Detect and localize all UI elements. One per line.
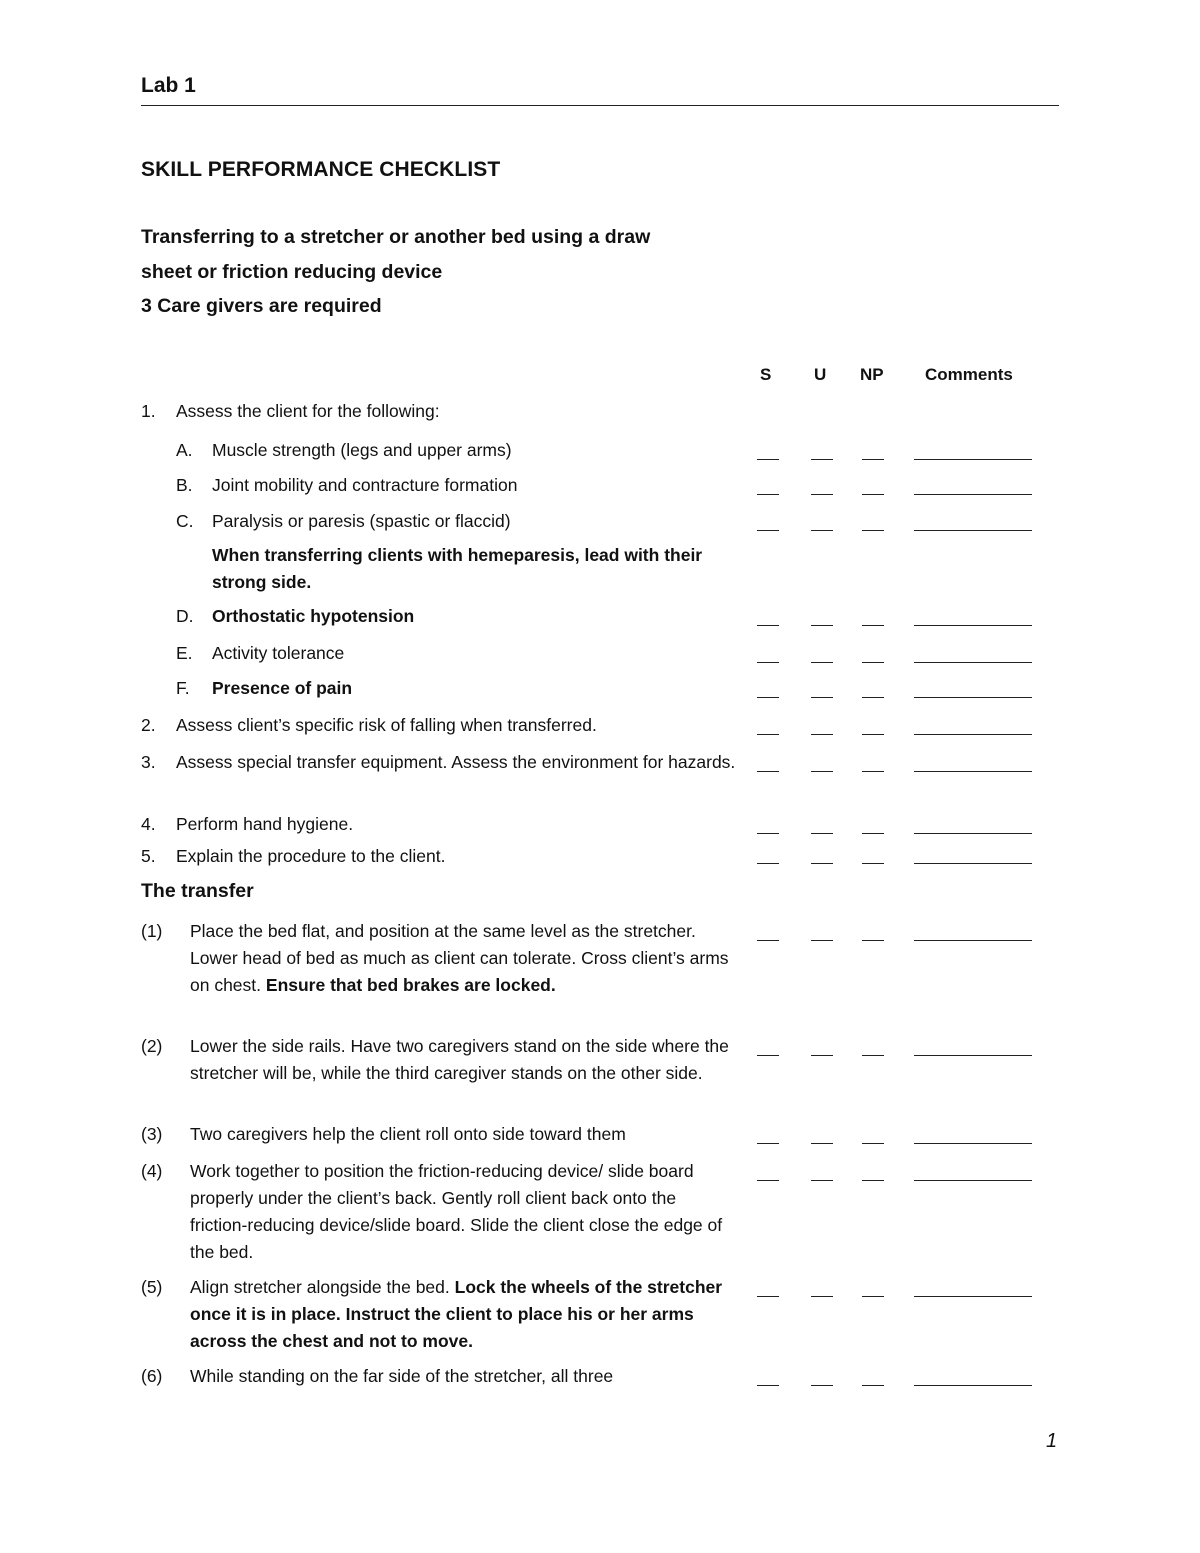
- sub-item-text: Paralysis or paresis (spastic or flaccid): [212, 511, 511, 531]
- step-text: Lower the side rails. Have two caregivers stand on the side where the stretcher will be, while the third caregiver stands on the other side.: [190, 1036, 729, 1083]
- step-text: Two caregivers help the client roll onto side toward them: [190, 1124, 626, 1144]
- step-text: Work together to position the friction-reducing device/ slide board properly under the client’s back. Gently roll client back onto the friction-reducing device/slide board. Slide the client close the edge of the bed.: [190, 1161, 723, 1262]
- comments-blank: [914, 662, 1032, 663]
- u-blank: [811, 940, 833, 941]
- item-text: Perform hand hygiene.: [176, 814, 354, 834]
- np-blank: [862, 1143, 884, 1144]
- page-title: SKILL PERFORMANCE CHECKLIST: [141, 158, 501, 181]
- np-blank: [862, 1055, 884, 1056]
- comments-blank: [914, 459, 1032, 460]
- np-blank: [862, 697, 884, 698]
- u-blank: [811, 734, 833, 735]
- header-label: Lab 1: [141, 74, 196, 97]
- u-blank: [811, 863, 833, 864]
- s-blank: [757, 771, 779, 772]
- comments-blank: [914, 1055, 1032, 1056]
- step-text: [190, 1274, 735, 1355]
- subtitle-line-1: Transferring to a stretcher or another bed using a draw: [141, 226, 651, 248]
- u-blank: [811, 459, 833, 460]
- step-number: (3): [141, 1124, 163, 1144]
- item-number: 2.: [141, 715, 156, 735]
- step-text-regular: Align stretcher alongside the bed.: [190, 1277, 455, 1297]
- u-blank: [811, 1143, 833, 1144]
- sub-item-letter: D.: [176, 606, 194, 626]
- comments-blank: [914, 771, 1032, 772]
- header-rule: [141, 105, 1059, 106]
- step-text-bold: Ensure that bed brakes are locked.: [265, 975, 556, 995]
- s-blank: [757, 697, 779, 698]
- comments-blank: [914, 1385, 1032, 1386]
- sub-item-text: Joint mobility and contracture formation: [212, 475, 518, 495]
- subtitle-line-2: sheet or friction reducing device: [141, 261, 443, 283]
- s-blank: [757, 863, 779, 864]
- s-blank: [757, 1385, 779, 1386]
- s-blank: [757, 625, 779, 626]
- item-number: 1.: [141, 401, 156, 421]
- np-blank: [862, 459, 884, 460]
- s-blank: [757, 530, 779, 531]
- comments-blank: [914, 1296, 1032, 1297]
- s-blank: [757, 1055, 779, 1056]
- subtitle-line-3: 3 Care givers are required: [141, 295, 382, 317]
- step-number: (6): [141, 1366, 163, 1386]
- np-blank: [862, 494, 884, 495]
- u-blank: [811, 1296, 833, 1297]
- u-blank: [811, 662, 833, 663]
- item-number: 3.: [141, 752, 156, 772]
- np-blank: [862, 1180, 884, 1181]
- s-blank: [757, 734, 779, 735]
- item-text: Assess special transfer equipment. Assess the environment for hazards.: [176, 752, 736, 772]
- u-blank: [811, 494, 833, 495]
- comments-blank: [914, 625, 1032, 626]
- s-blank: [757, 833, 779, 834]
- np-blank: [862, 734, 884, 735]
- step-text: [190, 918, 735, 999]
- section-title: The transfer: [141, 880, 254, 902]
- step-text-bold: Lock the wheels of the stretcher once it is in place. Instruct the client to place his or her arms across the chest and not to move.: [190, 1277, 723, 1351]
- sub-item-letter: F.: [176, 678, 190, 698]
- step-number: (5): [141, 1277, 163, 1297]
- np-blank: [862, 940, 884, 941]
- sub-item-letter: B.: [176, 475, 193, 495]
- page-number: 1: [1046, 1430, 1058, 1452]
- sub-item-letter: C.: [176, 511, 194, 531]
- u-blank: [811, 771, 833, 772]
- comments-blank: [914, 530, 1032, 531]
- comments-blank: [914, 833, 1032, 834]
- step-number: (2): [141, 1036, 163, 1056]
- np-blank: [862, 863, 884, 864]
- item-text: Explain the procedure to the client.: [176, 846, 446, 866]
- item-text: Assess client’s specific risk of falling when transferred.: [176, 715, 597, 735]
- s-blank: [757, 459, 779, 460]
- column-header-u: U: [814, 365, 827, 384]
- sub-item-letter: A.: [176, 440, 193, 460]
- np-blank: [862, 530, 884, 531]
- u-blank: [811, 1055, 833, 1056]
- comments-blank: [914, 494, 1032, 495]
- sub-item-letter: E.: [176, 643, 193, 663]
- s-blank: [757, 1296, 779, 1297]
- u-blank: [811, 1385, 833, 1386]
- np-blank: [862, 833, 884, 834]
- u-blank: [811, 625, 833, 626]
- sub-item-text: Activity tolerance: [212, 643, 345, 663]
- item-text: Assess the client for the following:: [176, 401, 440, 421]
- s-blank: [757, 940, 779, 941]
- s-blank: [757, 1143, 779, 1144]
- u-blank: [811, 697, 833, 698]
- sub-item-note: When transferring clients with hemeparesis, lead with their strong side.: [212, 545, 703, 592]
- np-blank: [862, 771, 884, 772]
- step-number: (1): [141, 921, 163, 941]
- u-blank: [811, 833, 833, 834]
- comments-blank: [914, 1143, 1032, 1144]
- np-blank: [862, 1385, 884, 1386]
- u-blank: [811, 530, 833, 531]
- column-header-s: S: [760, 365, 772, 384]
- sub-item-text: Muscle strength (legs and upper arms): [212, 440, 512, 460]
- sub-item-text: Orthostatic hypotension: [212, 606, 415, 626]
- np-blank: [862, 1296, 884, 1297]
- s-blank: [757, 494, 779, 495]
- np-blank: [862, 662, 884, 663]
- comments-blank: [914, 734, 1032, 735]
- comments-blank: [914, 863, 1032, 864]
- step-number: (4): [141, 1161, 163, 1181]
- comments-blank: [914, 1180, 1032, 1181]
- step-text: While standing on the far side of the stretcher, all three: [190, 1366, 614, 1386]
- column-header-comments: Comments: [925, 365, 1013, 384]
- u-blank: [811, 1180, 833, 1181]
- item-number: 5.: [141, 846, 156, 866]
- np-blank: [862, 625, 884, 626]
- column-header-np: NP: [860, 365, 884, 384]
- step-text-regular: Place the bed flat, and position at the same level as the stretcher. Lower head of bed as much as client can tolerate. Cross client’s arms on chest.: [190, 921, 729, 995]
- item-number: 4.: [141, 814, 156, 834]
- s-blank: [757, 1180, 779, 1181]
- comments-blank: [914, 697, 1032, 698]
- comments-blank: [914, 940, 1032, 941]
- sub-item-text: Presence of pain: [212, 678, 353, 698]
- s-blank: [757, 662, 779, 663]
